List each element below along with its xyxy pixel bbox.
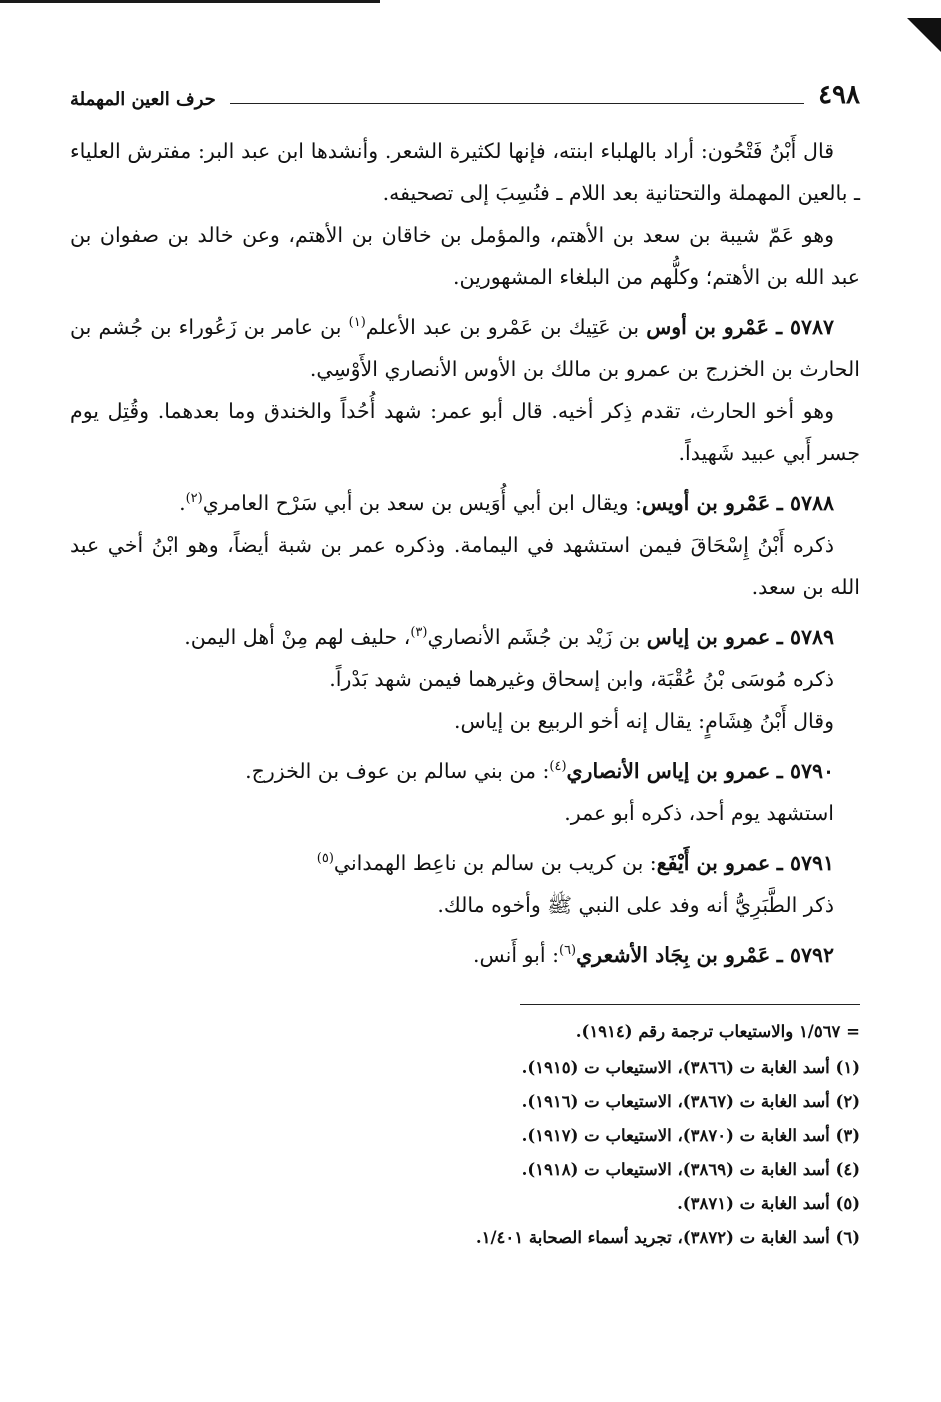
paragraph: قال أَبْنُ فَتْحُون: أراد بالهلباء ابنته، فإنها لكثيرة الشعر. وأنشدها ابن عبد البر: مفترش العلياء ـ بالعين المهملة والتحتانية بعد اللام ـ فنُسِبَ إلى تصحيفه. bbox=[70, 139, 860, 205]
page-number: ٤٩٨ bbox=[818, 80, 860, 110]
entry-5787 bbox=[70, 306, 860, 390]
running-head: حرف العين المهملة bbox=[70, 89, 216, 110]
footnote-carryover: = ١/٥٦٧ والاستيعاب ترجمة رقم (١٩١٤). bbox=[575, 1022, 860, 1041]
entry-note: ذكر الطَّبَرِيُّ أنه وفد على النبي ﷺ وأخوه مالك. bbox=[437, 893, 834, 917]
entry-text: : أبو أَنس. bbox=[473, 943, 559, 967]
entry-name: عمرو بن أَيْفَع bbox=[656, 851, 771, 875]
entry-note: وهو أخو الحارث، تقدم ذِكر أخيه. قال أبو عمر: شهد أُحُداً والخندق وما بعدهما. وقُتِل يوم جسر أَبي عبيد شَهيداً. bbox=[70, 399, 860, 465]
entry-note: وقال أَبْنُ هِشَامٍ: يقال إنه أخو الربيع بن إياس. bbox=[453, 709, 834, 733]
footnote-ref[interactable]: (٥) bbox=[316, 851, 334, 867]
footnote-3: (٣) أسد الغابة ت (٣٨٧٠)، الاستيعاب ت (١٩١٧). bbox=[521, 1126, 860, 1145]
entry-note: ذكره أَبْنُ إِسْحَاقَ فيمن استشهد في اليمامة. وذكره عمر بن شبة أيضاً، وهو ابْنُ أخي عبد الله بن سعد. bbox=[70, 533, 860, 599]
entry-name: عَمْرو بن أوس bbox=[646, 315, 769, 339]
entry-name: عمرو بن إياس الأنصاري bbox=[566, 759, 771, 783]
entry-text: . bbox=[179, 491, 186, 515]
entry-note: ذكره مُوسَى بْنُ عُقْبَة، وابن إسحاق وغيرهما فيمن شهد بَدْراً. bbox=[329, 667, 834, 691]
entry-name: عَمْرو بن أويس bbox=[641, 491, 771, 515]
entry-text: بن عَتِيك بن عَمْرو بن عبد الأعلم bbox=[365, 315, 640, 339]
entry-name: عَمْرو بن بِجَاد الأشعري bbox=[576, 943, 771, 967]
entry-text: : بن كريب بن سالم بن ناعِط الهمداني bbox=[333, 851, 657, 875]
footnote-6: (٦) أسد الغابة ت (٣٨٧٢)، تجريد أسماء الصحابة ١/٤٠١. bbox=[475, 1228, 860, 1247]
entry-text: : ويقال ابن أبي أُوَيس بن سعد بن أبي سَرْح العامري bbox=[202, 491, 642, 515]
entry-5791 bbox=[70, 842, 860, 884]
paragraph: وهو عَمّ شيبة بن سعد بن الأهتم، والمؤمل بن خاقان بن الأهتم، وعن خالد بن صفوان بن عبد الله بن الأهتم؛ وكلُّهم من البلغاء المشهورين. bbox=[70, 223, 860, 289]
entry-5792 bbox=[70, 934, 860, 976]
footnote-2: (٢) أسد الغابة ت (٣٨٦٧)، الاستيعاب ت (١٩١٦). bbox=[521, 1092, 860, 1111]
entry-number: ٥٧٨٧ ـ bbox=[776, 315, 834, 339]
footnote-ref[interactable]: (٣) bbox=[410, 625, 428, 641]
footnote-ref[interactable]: (١) bbox=[348, 315, 366, 331]
footnote-separator bbox=[520, 1004, 860, 1005]
footnote-ref[interactable]: (٢) bbox=[185, 491, 203, 507]
entry-5788 bbox=[70, 482, 860, 524]
header-rule bbox=[230, 103, 804, 104]
footnote-ref[interactable]: (٦) bbox=[558, 943, 577, 959]
entry-text: بن زَيْد بن جُشَم الأنصاري bbox=[427, 625, 641, 649]
footnote-1: (١) أسد الغابة ت (٣٨٦٦)، الاستيعاب ت (١٩١٥). bbox=[521, 1058, 860, 1077]
entry-text: ، حليف لهم مِنْ أهل اليمن. bbox=[184, 625, 411, 649]
page-header bbox=[70, 80, 860, 110]
document-page bbox=[70, 80, 860, 1255]
footnote-4: (٤) أسد الغابة ت (٣٨٦٩)، الاستيعاب ت (١٩١٨). bbox=[521, 1160, 860, 1179]
page-corner-mark bbox=[907, 18, 941, 52]
entry-number: ٥٧٨٩ ـ bbox=[776, 625, 834, 649]
entry-note: استشهد يوم أحد، ذكره أبو عمر. bbox=[564, 801, 834, 825]
entry-number: ٥٧٩٠ ـ bbox=[776, 759, 834, 783]
entry-number: ٥٧٨٨ ـ bbox=[776, 491, 834, 515]
scan-edge-line bbox=[0, 0, 380, 3]
entry-text: بن عامر بن زَعُوراء بن جُشم بن الحارث بن الخزرج بن عمرو بن مالك بن الأوس الأنصاري الأَوْسِي. bbox=[70, 315, 860, 381]
footnote-ref[interactable]: (٤) bbox=[549, 759, 567, 775]
entry-number: ٥٧٩٢ ـ bbox=[776, 943, 834, 967]
entry-text: : من بني سالم بن عوف بن الخزرج. bbox=[245, 759, 550, 783]
entry-5789 bbox=[70, 616, 860, 658]
entry-5790 bbox=[70, 750, 860, 792]
entry-name: عمرو بن إياس bbox=[646, 625, 771, 649]
entry-number: ٥٧٩١ ـ bbox=[776, 851, 834, 875]
footnote-5: (٥) أسد الغابة ت (٣٨٧١). bbox=[677, 1194, 860, 1213]
